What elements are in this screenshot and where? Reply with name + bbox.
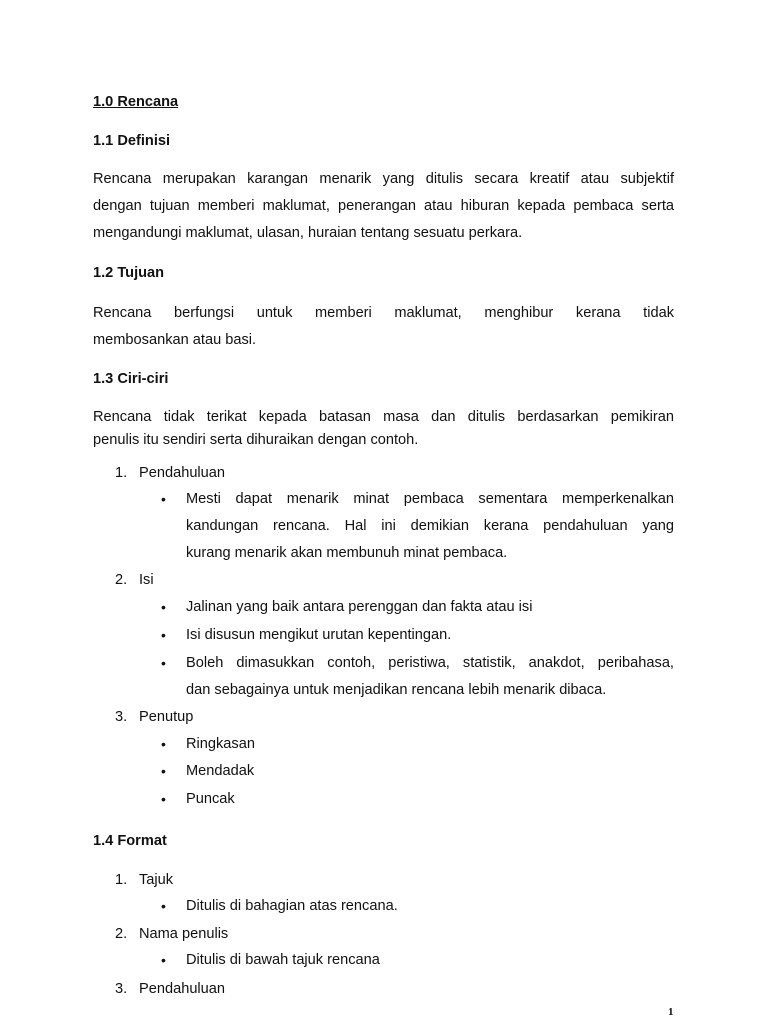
list-item [115, 570, 154, 590]
list-number: 2. [115, 572, 128, 588]
bullet-icon: • [161, 655, 166, 671]
bullet-icon: • [161, 736, 166, 752]
list-number: 2. [115, 926, 128, 942]
list-label: Pendahuluan [139, 981, 226, 997]
paragraph-line: mengandungi maklumat, ulasan, huraian tentang sesuatu perkara. [93, 225, 523, 241]
paragraph-definisi [93, 166, 674, 247]
bullet-line: dan sebagainya untuk menjadikan rencana lebih menarik dibaca. [186, 682, 607, 698]
list-item [115, 870, 173, 890]
list-label: Penutup [139, 709, 194, 725]
paragraph-line: dengan tujuan memberi maklumat, penerangan atau hiburan kepada pembaca serta [93, 198, 674, 214]
page-number: 1 [668, 1006, 674, 1018]
bullet-line: Puncak [186, 791, 235, 807]
bullet-icon: • [161, 627, 166, 643]
paragraph-line: membosankan atau basi. [93, 332, 257, 348]
bullet-icon: • [161, 599, 166, 615]
bullet-icon: • [161, 763, 166, 779]
bullet-icon: • [161, 491, 166, 507]
list-label: Tajuk [139, 872, 174, 888]
heading-tujuan: 1.2 Tujuan [93, 265, 165, 281]
heading-ciri-ciri: 1.3 Ciri-ciri [93, 371, 169, 387]
bullet-icon: • [161, 898, 166, 914]
bullet-line: Jalinan yang baik antara perenggan dan fakta atau isi [186, 599, 533, 615]
heading-definisi: 1.1 Definisi [93, 133, 171, 149]
list-item [115, 924, 228, 944]
list-label: Nama penulis [139, 926, 229, 942]
heading-format: 1.4 Format [93, 833, 167, 849]
list-number: 3. [115, 709, 128, 725]
list-label: Isi [139, 572, 154, 588]
paragraph-line: Rencana tidak terikat kepada batasan masa dan ditulis berdasarkan pemikiran [93, 409, 674, 425]
paragraph-tujuan [93, 300, 674, 354]
bullet-line: Ringkasan [186, 736, 255, 752]
bullet-line: kurang menarik akan membunuh minat pembaca. [186, 545, 508, 561]
bullet-line: Ditulis di bahagian atas rencana. [186, 898, 398, 914]
list-item [115, 707, 193, 727]
bullet-line: Mendadak [186, 763, 255, 779]
paragraph-ciri-ciri [93, 406, 674, 452]
list-item [115, 979, 225, 999]
paragraph-line: Rencana berfungsi untuk memberi maklumat, menghibur kerana tidak [93, 305, 674, 321]
bullet-icon: • [161, 791, 166, 807]
list-number: 1. [115, 872, 128, 888]
bullet-line: kandungan rencana. Hal ini demikian kerana pendahuluan yang [186, 518, 674, 534]
document-title: 1.0 Rencana [93, 94, 179, 110]
bullet-line: Ditulis di bawah tajuk rencana [186, 952, 380, 968]
list-number: 1. [115, 465, 128, 481]
paragraph-line: penulis itu sendiri serta dihuraikan dengan contoh. [93, 432, 419, 448]
list-item [115, 463, 225, 483]
bullet-line: Mesti dapat menarik minat pembaca sementara memperkenalkan [186, 491, 674, 507]
list-number: 3. [115, 981, 128, 997]
paragraph-line: Rencana merupakan karangan menarik yang ditulis secara kreatif atau subjektif [93, 171, 674, 187]
bullet-icon: • [161, 952, 166, 968]
bullet-line: Isi disusun mengikut urutan kepentingan. [186, 627, 452, 643]
bullet-line: Boleh dimasukkan contoh, peristiwa, statistik, anakdot, peribahasa, [186, 655, 674, 671]
list-label: Pendahuluan [139, 465, 226, 481]
